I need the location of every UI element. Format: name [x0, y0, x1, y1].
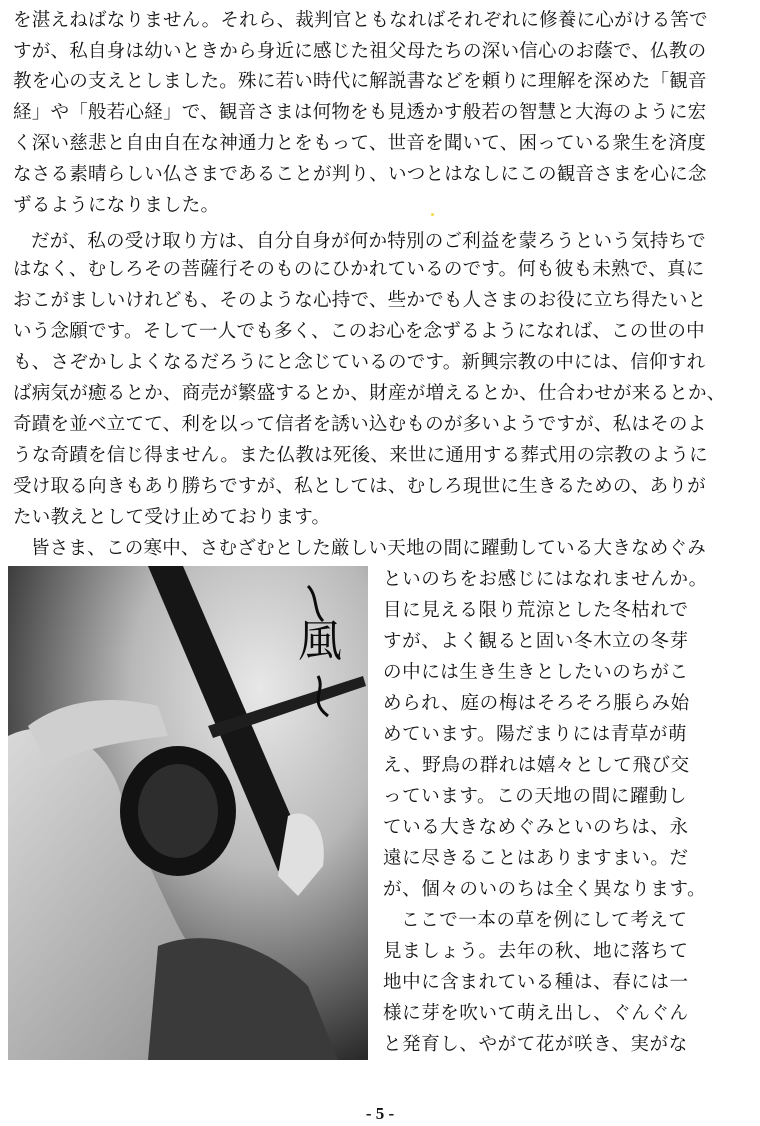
kendo-photo	[8, 566, 368, 1060]
text-line: 様に芽を吹いて萌え出し、ぐんぐん	[383, 1003, 689, 1024]
text-line: が、個々のいのちは全く異なります。	[383, 879, 707, 900]
text-line: すが、私自身は幼いときから身近に感じた祖父母たちの深い信心のお蔭で、仏教の	[13, 41, 707, 62]
text-line: ここで一本の草を例にして考えて	[401, 910, 688, 931]
text-line: められ、庭の梅はそろそろ脹らみ始	[383, 693, 690, 714]
text-line: ずるようになりました。	[13, 195, 220, 216]
text-line: っています。この天地の間に躍動し	[383, 786, 688, 807]
scan-speck	[431, 213, 434, 216]
text-line: 経」や「般若心経」で、観音さまは何物をも見透かす般若の智慧と大海のように宏	[13, 102, 707, 123]
text-line: 教を心の支えとしました。殊に若い時代に解説書などを頼りに理解を深めた「観音	[13, 71, 707, 92]
text-line: 遠に尽きることはありますまい。だ	[383, 848, 689, 869]
text-line: はなく、むしろその菩薩行そのものにひかれているのです。何も彼も未熟で、真に	[13, 259, 705, 280]
text-line: く深い慈悲と自由自在な神通力とをもって、世音を聞いて、困っている衆生を済度	[13, 133, 707, 154]
kendo-photo-icon	[8, 566, 368, 1060]
text-line: いう念願です。そして一人でも多く、このお心を念ずるようになれば、この世の中	[13, 321, 705, 342]
text-line: 受け取る向きもあり勝ちですが、私としては、むしろ現世に生きるための、ありが	[13, 476, 706, 497]
text-line: 見ましょう。去年の秋、地に落ちて	[383, 941, 689, 962]
text-line: を湛えねばなりません。それら、裁判官ともなればそれぞれに修養に心がける筈で	[13, 10, 708, 31]
text-line: うな奇蹟を信じ得ません。また仏教は死後、来世に通用する葬式用の宗教のように	[13, 445, 708, 466]
text-line: たい教えとして受け止めております。	[13, 507, 331, 528]
text-line: ば病気が癒るとか、商売が繁盛するとか、財産が増えるとか、仕合わせが来るとか、	[13, 383, 726, 404]
text-line: ている大きなめぐみといのちは、永	[383, 817, 689, 838]
text-line: おこがましいけれども、そのような心持で、些かでも人さまのお役に立ち得たいと	[13, 290, 707, 311]
text-line: めています。陽だまりには青草が萌	[383, 724, 688, 745]
text-line: なさる素晴らしい仏さまであることが判り、いつとはなしにこの観音さまを心に念	[13, 164, 707, 185]
calligraphy: 風	[298, 616, 342, 667]
text-line: だが、私の受け取り方は、自分自身が何か特別のご利益を蒙ろうという気持ちで	[31, 231, 706, 252]
text-line: え、野鳥の群れは嬉々として飛び交	[383, 755, 690, 776]
text-line: すが、よく観ると固い冬木立の冬芽	[383, 631, 689, 652]
text-line: といのちをお感じにはなれませんか。	[383, 569, 708, 590]
page-number: - 5 -	[365, 1104, 395, 1123]
text-line: の中には生き生きとしたいのちがこ	[383, 662, 689, 683]
text-line: 皆さま、この寒中、さむざむとした厳しい天地の間に躍動している大きなめぐみ	[31, 538, 707, 559]
text-line: 目に見える限り荒涼とした冬枯れで	[383, 600, 689, 621]
text-line: 奇蹟を並べ立てて、利を以って信者を誘い込むものが多いようですが、私はそのよ	[13, 414, 707, 435]
text-line: と発育し、やがて花が咲き、実がな	[383, 1034, 688, 1055]
text-line: も、さぞかしよくなるだろうにと念じているのです。新興宗教の中には、信仰すれ	[13, 352, 706, 373]
text-line: 地中に含まれている種は、春には一	[383, 972, 689, 993]
